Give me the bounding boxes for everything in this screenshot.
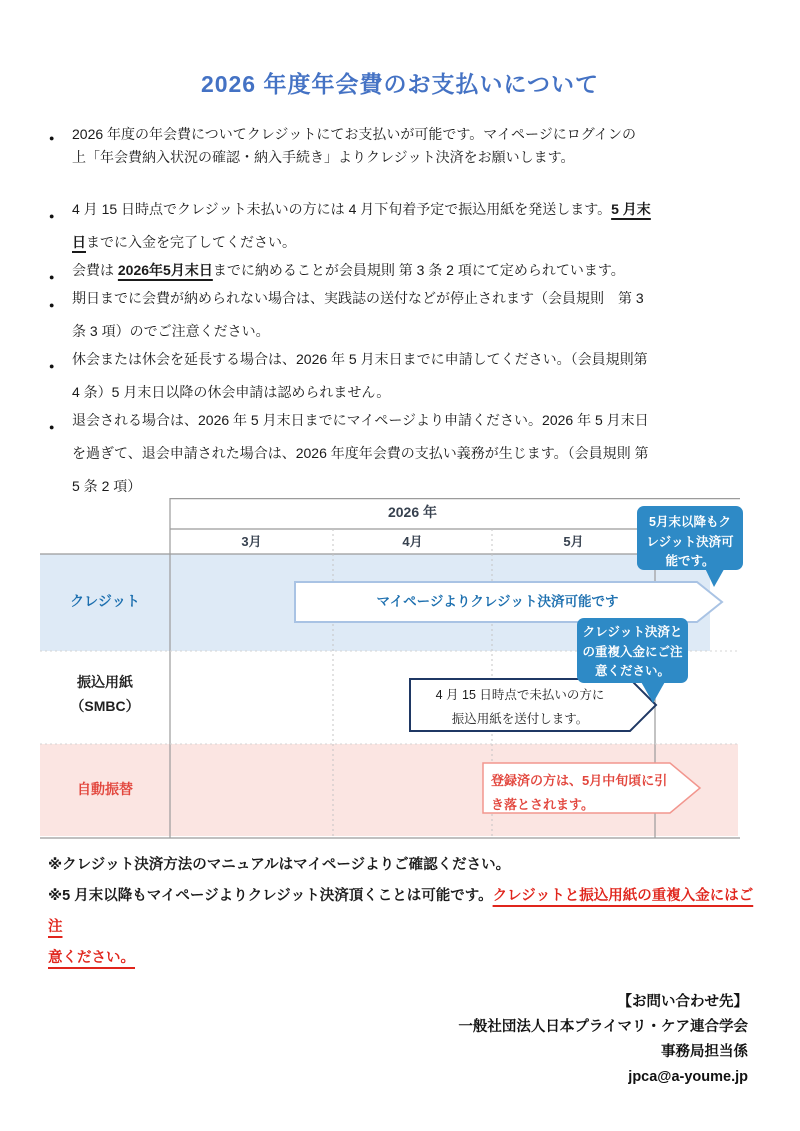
year-header: 2026 年 [387, 504, 438, 520]
credit-banner-text: マイページよりクレジット決済可能です [376, 594, 619, 609]
note-manual: ※クレジット決済方法のマニュアルはマイページよりご確認ください。 [48, 857, 511, 873]
bullet-text: 期日までに会費が納められない場合は、実践誌の送付などが停止されます（会員規則 第 3 条 3 項）のでご注意ください。 [72, 290, 644, 339]
row-label-transfer-slip: 振込用紙 （SMBC） [70, 674, 140, 714]
bullet-item-transfer-slip [48, 193, 756, 259]
footer-notes [0, 843, 800, 974]
bullet-list [0, 123, 800, 503]
month-label-april: 4月 [402, 534, 423, 549]
bullet-icon: ● [49, 272, 55, 282]
bullet-item-credit-payment [48, 123, 756, 169]
page-title: 2026 年度年会費のお支払いについて [200, 71, 600, 97]
payment-timeline-chart [0, 498, 800, 843]
bullet-text: 2026 年度の年会費についてクレジットにてお支払いが可能です。マイページにログインの 上「年会費納入状況の確認・納入手続き」よりクレジット決済をお願いします。 [72, 126, 637, 165]
transfer-banner-text: 4 月 15 日時点で未払いの方に 振込用紙を送付します。 [435, 688, 605, 726]
row-label-credit: クレジット [70, 593, 140, 609]
note-duplicate-payment-warning: ※5 月末以降もマイページよりクレジット決済頂くことは可能です。クレジットと振込用紙の重複入金にはご注 意ください。 [48, 888, 754, 966]
auto-debit-banner-text: 登録済の方は、5月中旬頃に引 き落とされます。 [491, 773, 668, 812]
callout-mid-text: クレジット決済と の重複入金にご注 意ください。 [582, 625, 683, 678]
bullet-text: 4 月 15 日時点でクレジット未払いの方には 4 月下旬着予定で振込用紙を発送します。5 月末 日までに入金を完了してください。 [72, 201, 651, 250]
contact-organization: 一般社団法人日本プライマリ・ケア連合学会 [458, 1019, 748, 1035]
bullet-text: 退会される場合は、2026 年 5 月末日までにマイページより申請ください。2026 年 5 月末日 を過ぎて、退会申請された場合は、2026 年度年会費の支払い義務が生じます。（会員規則 第 5 条 2 項） [72, 412, 649, 494]
bullet-icon: ● [49, 361, 55, 371]
bullet-item-withdrawal [48, 404, 756, 503]
bullet-icon: ● [49, 211, 55, 221]
callout-top-text: 5月末以降もク レジット決済可 能です。 [646, 515, 734, 568]
bullet-icon: ● [49, 422, 55, 432]
bullet-icon: ● [49, 300, 55, 310]
bullet-item-leave-of-absence [48, 343, 756, 409]
bullet-text: 会費は 2026年5月末日までに納めることが会員規則 第 3 条 2 項にて定められています。 [72, 262, 625, 278]
month-label-may: 5月 [563, 534, 584, 549]
bullet-item-suspension-warning [48, 282, 756, 348]
contact-block [0, 990, 800, 1090]
bullet-icon: ● [49, 133, 55, 143]
contact-email: jpca@a-youme.jp [628, 1069, 748, 1085]
month-label-march: 3月 [241, 534, 262, 549]
bullet-text: 休会または休会を延長する場合は、2026 年 5 月末日までに申請してください。（会員規則第 4 条）5 月末日以降の休会申請は認められません。 [72, 351, 648, 400]
contact-heading: 【お問い合わせ先】 [617, 994, 748, 1010]
row-label-auto-debit: 自動振替 [77, 781, 133, 797]
contact-department: 事務局担当係 [661, 1044, 748, 1060]
